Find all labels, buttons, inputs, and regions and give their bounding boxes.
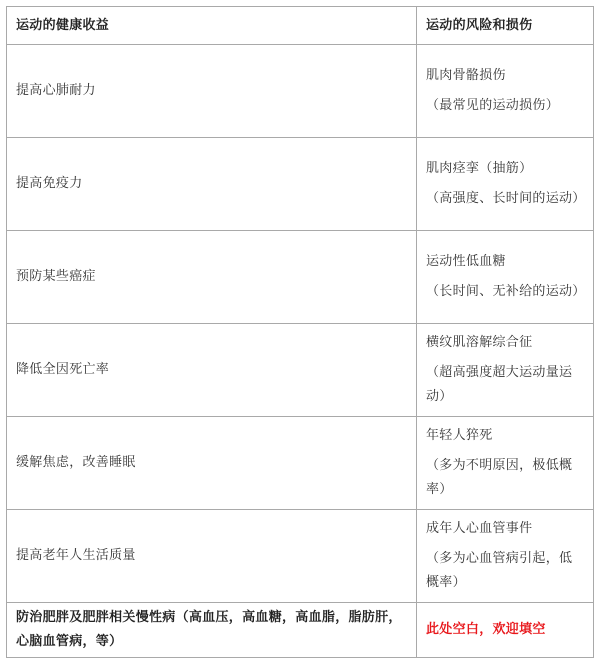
benefit-cell: 提高老年人生活质量 bbox=[7, 510, 417, 603]
table-row bbox=[7, 231, 594, 324]
risk-name: 肌肉骨骼损伤 bbox=[426, 68, 506, 83]
risk-cell bbox=[417, 324, 594, 417]
benefits-risks-table bbox=[6, 6, 594, 658]
benefit-cell: 降低全因死亡率 bbox=[7, 324, 417, 417]
table-row bbox=[7, 417, 594, 510]
benefit-cell: 缓解焦虑，改善睡眠 bbox=[7, 417, 417, 510]
risk-cell bbox=[417, 510, 594, 603]
risk-cell bbox=[417, 231, 594, 324]
table-row bbox=[7, 324, 594, 417]
risk-note: （多为不明原因，极低概率） bbox=[426, 458, 573, 497]
risk-note: （多为心血管病引起，低概率） bbox=[426, 551, 573, 590]
benefit-cell: 提高免疫力 bbox=[7, 138, 417, 231]
risk-note: （长时间、无补给的运动） bbox=[426, 284, 586, 299]
risk-cell bbox=[417, 417, 594, 510]
benefit-cell: 预防某些癌症 bbox=[7, 231, 417, 324]
risk-cell bbox=[417, 138, 594, 231]
header-row bbox=[7, 7, 594, 45]
blank-invite-cell: 此处空白，欢迎填空 bbox=[417, 603, 594, 658]
risk-name: 成年人心血管事件 bbox=[426, 521, 533, 536]
table-row-summary bbox=[7, 603, 594, 658]
risk-cell bbox=[417, 45, 594, 138]
risk-name: 年轻人猝死 bbox=[426, 428, 493, 443]
benefit-cell: 提高心肺耐力 bbox=[7, 45, 417, 138]
header-risks: 运动的风险和损伤 bbox=[417, 7, 594, 45]
risk-name: 运动性低血糖 bbox=[426, 254, 506, 269]
risk-note: （最常见的运动损伤） bbox=[426, 98, 560, 113]
risk-note: （高强度、长时间的运动） bbox=[426, 191, 586, 206]
summary-benefit-cell: 防治肥胖及肥胖相关慢性病（高血压，高血糖，高血脂，脂肪肝，心脑血管病，等） bbox=[7, 603, 417, 658]
table-row bbox=[7, 138, 594, 231]
risk-note: （超高强度超大运动量运动） bbox=[426, 365, 573, 404]
table-row bbox=[7, 45, 594, 138]
risk-name: 横纹肌溶解综合征 bbox=[426, 335, 533, 350]
header-benefits: 运动的健康收益 bbox=[7, 7, 417, 45]
table-row bbox=[7, 510, 594, 603]
risk-name: 肌肉痉挛（抽筋） bbox=[426, 161, 533, 176]
